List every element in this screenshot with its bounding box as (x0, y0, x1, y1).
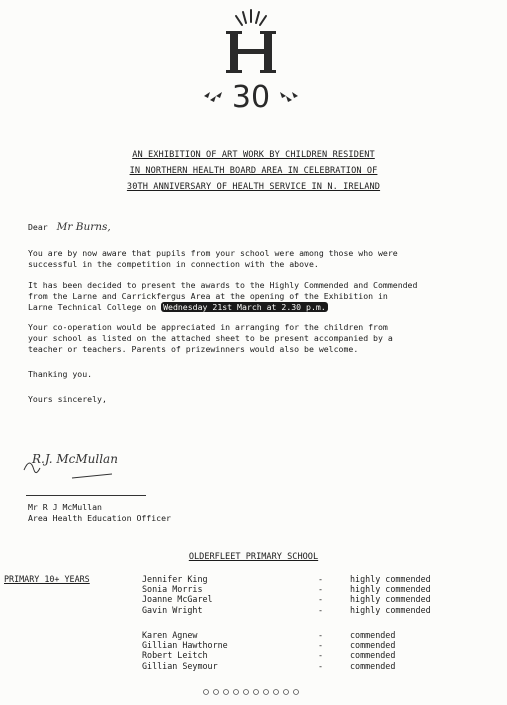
h-letter-icon (226, 31, 276, 73)
title-line-3: 30TH ANNIVERSARY OF HEALTH SERVICE IN N. IRELAND (126, 182, 381, 192)
salutation (28, 222, 111, 233)
paragraph-3-line-2: your school as listed on the attached sheet to be present accompanied by a (28, 332, 393, 343)
paragraph-3-line-1: Your co-operation would be appreciated in arranging for the children from (28, 322, 388, 332)
highly-commended-dashes (318, 574, 323, 615)
student-name: Gavin Wright (142, 604, 203, 615)
dash: - (318, 650, 324, 661)
signatory-title: Area Health Education Officer (28, 513, 171, 523)
paragraph-3-line-3: teacher or teachers. Parents of prizewinners would also be welcome. (28, 343, 359, 354)
paragraph-1-line-1: You are by now aware that pupils from your school were among those who were (28, 248, 398, 258)
award: highly commended (350, 574, 431, 584)
student-name: Robert Leitch (142, 650, 208, 661)
student-name: Joanne McGarel (142, 594, 213, 605)
signatory-name: Mr R J McMullan (28, 502, 102, 512)
student-name: Jennifer King (142, 574, 208, 584)
paragraph-3 (28, 322, 393, 354)
dash: - (318, 584, 324, 595)
paragraph-2-line-2: from the Larne and Carrickfergus Area at the opening of the Exhibition in (28, 290, 388, 301)
closing-line: Yours sincerely, (28, 394, 107, 404)
award: highly commended (350, 584, 431, 595)
commended-dashes (318, 630, 323, 671)
dash: - (318, 574, 324, 584)
paragraph-2 (28, 280, 417, 312)
highly-commended-names (142, 574, 213, 615)
student-name: Gillian Seymour (142, 660, 218, 671)
flame-rays-icon (236, 10, 266, 25)
signature-image (20, 444, 170, 488)
health-service-30-logo (196, 6, 306, 114)
thanks-line: Thanking you. (28, 369, 93, 379)
commended-names (142, 630, 228, 671)
commended-awards (350, 630, 395, 671)
student-name: Sonia Morris (142, 584, 203, 595)
student-name: Karen Agnew (142, 630, 198, 640)
dash: - (318, 640, 324, 651)
school-heading: OLDERFLEET PRIMARY SCHOOL (188, 552, 319, 562)
dash: - (318, 604, 324, 615)
title-line-2: IN NORTHERN HEALTH BOARD AREA IN CELEBRATION OF (129, 166, 378, 176)
signature-stroke-icon (20, 444, 170, 488)
salutation-name: Mr Burns, (56, 221, 111, 233)
award: commended (350, 660, 396, 671)
dash: - (318, 630, 324, 640)
award: highly commended (350, 594, 431, 605)
signature-text: R.J. McMullan (32, 452, 118, 466)
laurel-right-icon (280, 92, 298, 102)
dash: - (318, 594, 324, 605)
signature-rule (26, 495, 146, 496)
footer-ornament-icon (200, 686, 306, 698)
group-label: PRIMARY 10+ YEARS (4, 574, 90, 584)
student-name: Gillian Hawthorne (142, 640, 228, 651)
event-date-highlight: Wednesday 21st March at 2.30 p.m. (163, 301, 326, 312)
paragraph-2-line-3 (28, 302, 417, 313)
paragraph-2-line-1: It has been decided to present the awards to the Highly Commended and Commended (28, 280, 418, 290)
laurel-left-icon (204, 92, 222, 102)
award: highly commended (350, 604, 431, 615)
logo-number: 30 (231, 80, 271, 114)
highly-commended-awards (350, 574, 431, 615)
award: commended (350, 630, 396, 640)
dash: - (318, 660, 324, 671)
paragraph-1 (28, 248, 398, 270)
salutation-dear: Dear (28, 222, 48, 232)
award: commended (350, 640, 396, 651)
title-line-1: AN EXHIBITION OF ART WORK BY CHILDREN RESIDENT (132, 150, 375, 160)
paragraph-2-prefix: Larne Technical College on (28, 301, 162, 312)
award: commended (350, 650, 396, 661)
paragraph-1-line-2: successful in the competition in connection with the above. (28, 258, 319, 269)
